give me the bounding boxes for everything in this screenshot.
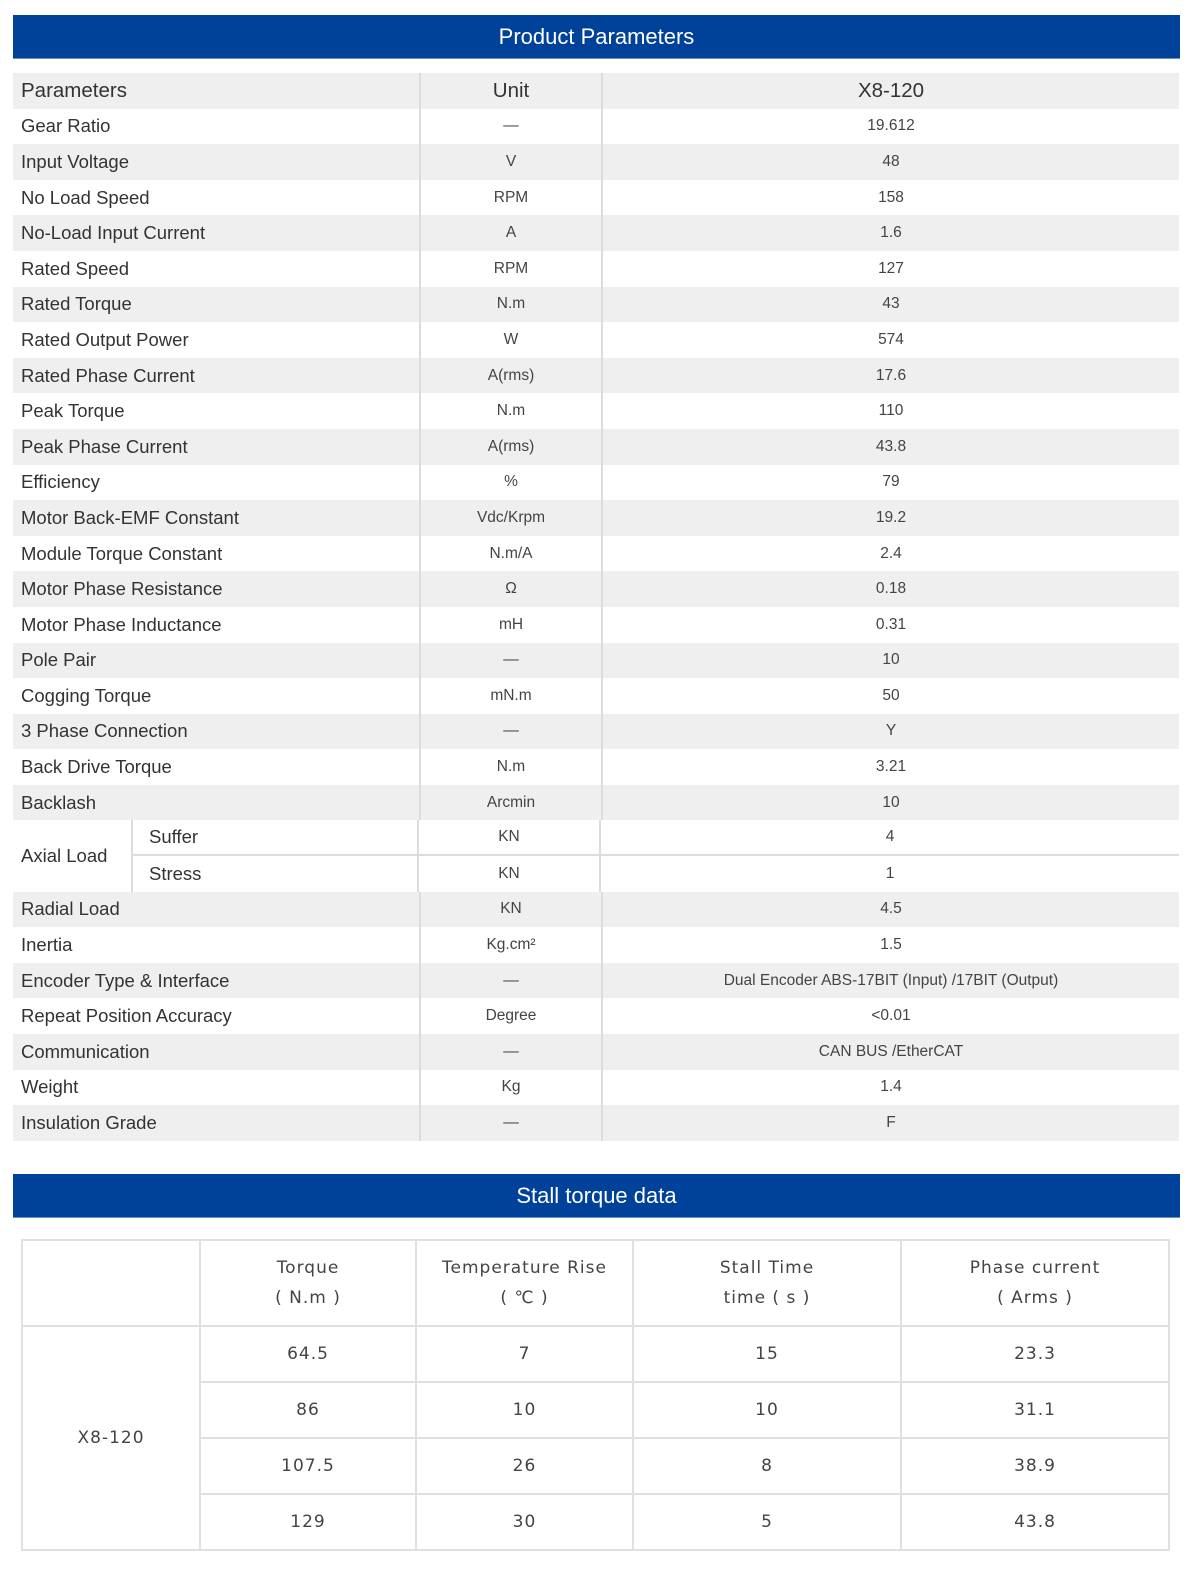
- table-row: [13, 714, 1179, 750]
- axial-stress-value: 1: [599, 856, 1179, 892]
- parameter-name: Insulation Grade: [21, 1112, 157, 1134]
- parameter-name: Back Drive Torque: [21, 756, 172, 778]
- axial-load-stress-row: [133, 856, 1179, 892]
- table-row: [13, 643, 1179, 679]
- parameter-value: 10: [601, 785, 1179, 821]
- parameter-value: 43.8: [601, 429, 1179, 465]
- axial-suffer-unit: KN: [417, 820, 599, 854]
- parameter-unit: N.m/A: [419, 536, 601, 572]
- stall-torque-value: 64.5: [200, 1326, 416, 1382]
- parameter-value: Y: [601, 714, 1179, 750]
- parameter-unit: N.m: [419, 287, 601, 323]
- parameter-unit: Arcmin: [419, 785, 601, 821]
- parameter-value: 19.2: [601, 500, 1179, 536]
- parameter-unit: mH: [419, 607, 601, 643]
- stall-temp-rise-value: 26: [416, 1438, 633, 1494]
- stall-phase-current-value: 43.8: [901, 1494, 1169, 1550]
- stall-model-cell: X8-120: [22, 1326, 200, 1550]
- parameter-unit: W: [419, 322, 601, 358]
- parameter-unit: N.m: [419, 749, 601, 785]
- parameter-name: Pole Pair: [21, 649, 97, 671]
- parameter-unit: —: [419, 1034, 601, 1070]
- stall-torque-value: 86: [200, 1382, 416, 1438]
- product-parameters-table: [13, 73, 1179, 1141]
- parameter-value: CAN BUS /EtherCAT: [601, 1034, 1179, 1070]
- parameter-value: 17.6: [601, 358, 1179, 394]
- header-unit: Unit: [419, 73, 601, 109]
- parameter-unit: mN.m: [419, 678, 601, 714]
- parameter-unit: Kg.cm²: [419, 927, 601, 963]
- table-row: [13, 571, 1179, 607]
- stall-torque-title: Stall torque data: [516, 1182, 677, 1208]
- parameter-name: Rated Phase Current: [21, 364, 195, 386]
- parameter-value: 43: [601, 287, 1179, 323]
- axial-load-label: Axial Load: [13, 820, 133, 891]
- parameter-name: Motor Phase Inductance: [21, 613, 222, 635]
- stall-header-torque: Torque ( N.m ): [200, 1240, 416, 1326]
- parameter-name: Weight: [21, 1076, 79, 1098]
- parameter-name: Rated Output Power: [21, 328, 189, 350]
- parameter-value: 158: [601, 180, 1179, 216]
- parameter-name: Inertia: [21, 934, 73, 956]
- parameter-value: 0.18: [601, 571, 1179, 607]
- parameter-name: Peak Phase Current: [21, 435, 188, 457]
- parameter-name: Gear Ratio: [21, 115, 111, 137]
- stall-table-row: [22, 1326, 1169, 1382]
- parameter-unit: %: [419, 465, 601, 501]
- parameter-name: 3 Phase Connection: [21, 720, 188, 742]
- table-row: [13, 322, 1179, 358]
- parameter-name: Rated Speed: [21, 257, 130, 279]
- table-row: [13, 963, 1179, 999]
- rows-before-axial: [13, 109, 1179, 821]
- parameter-unit: RPM: [419, 180, 601, 216]
- parameter-name: Motor Phase Resistance: [21, 578, 223, 600]
- header-parameters: Parameters: [21, 78, 127, 102]
- stall-torque-table: [21, 1239, 1170, 1551]
- table-row: [13, 1070, 1179, 1106]
- parameter-value: 2.4: [601, 536, 1179, 572]
- table-row: [13, 785, 1179, 821]
- stall-phase-current-value: 38.9: [901, 1438, 1169, 1494]
- table-header-row: [13, 73, 1179, 109]
- parameter-value: 79: [601, 465, 1179, 501]
- parameter-value: 110: [601, 393, 1179, 429]
- product-parameters-title: Product Parameters: [498, 23, 695, 49]
- table-row: [13, 500, 1179, 536]
- table-row: [13, 1105, 1179, 1141]
- stall-header-stall-time: Stall Time time ( s ): [633, 1240, 901, 1326]
- stall-temp-rise-value: 7: [416, 1326, 633, 1382]
- axial-suffer-name: Suffer: [149, 826, 199, 848]
- parameter-unit: Ω: [419, 571, 601, 607]
- parameter-value: 127: [601, 251, 1179, 287]
- parameter-name: No Load Speed: [21, 186, 150, 208]
- axial-suffer-value: 4: [599, 820, 1179, 854]
- axial-load-row: [13, 820, 1179, 891]
- stall-header-blank: [22, 1240, 200, 1326]
- parameter-unit: —: [419, 109, 601, 145]
- axial-load-suffer-row: [133, 820, 1179, 856]
- stall-time-value: 5: [633, 1494, 901, 1550]
- table-row: [13, 393, 1179, 429]
- parameter-name: Motor Back-EMF Constant: [21, 506, 239, 528]
- parameter-name: Backlash: [21, 791, 97, 813]
- parameter-name: Radial Load: [21, 898, 120, 920]
- parameter-unit: A: [419, 215, 601, 251]
- stall-phase-current-value: 23.3: [901, 1326, 1169, 1382]
- product-parameters-banner: [13, 15, 1180, 59]
- rows-after-axial: [13, 892, 1179, 1141]
- parameter-name: Communication: [21, 1040, 150, 1062]
- table-row: [13, 358, 1179, 394]
- parameter-value: 4.5: [601, 892, 1179, 928]
- table-row: [13, 287, 1179, 323]
- parameter-name: No-Load Input Current: [21, 222, 206, 244]
- parameter-name: Repeat Position Accuracy: [21, 1005, 232, 1027]
- parameter-name: Cogging Torque: [21, 684, 152, 706]
- parameter-name: Efficiency: [21, 471, 100, 493]
- table-row: [13, 678, 1179, 714]
- parameter-unit: —: [419, 963, 601, 999]
- parameter-value: F: [601, 1105, 1179, 1141]
- axial-stress-name: Stress: [149, 862, 202, 884]
- parameter-value: 50: [601, 678, 1179, 714]
- stall-header-phase-current: Phase current ( Arms ): [901, 1240, 1169, 1326]
- parameter-value: 1.4: [601, 1070, 1179, 1106]
- parameter-value: 19.612: [601, 109, 1179, 145]
- parameter-name: Peak Torque: [21, 400, 125, 422]
- parameter-value: 48: [601, 144, 1179, 180]
- parameter-name: Rated Torque: [21, 293, 132, 315]
- stall-torque-value: 107.5: [200, 1438, 416, 1494]
- parameter-unit: —: [419, 714, 601, 750]
- parameter-unit: Degree: [419, 998, 601, 1034]
- header-model: X8-120: [601, 73, 1179, 109]
- table-row: [13, 429, 1179, 465]
- parameter-value: 574: [601, 322, 1179, 358]
- parameter-value: 10: [601, 643, 1179, 679]
- parameter-value: 1.6: [601, 215, 1179, 251]
- parameter-unit: —: [419, 1105, 601, 1141]
- table-row: [13, 927, 1179, 963]
- parameter-unit: V: [419, 144, 601, 180]
- table-row: [13, 180, 1179, 216]
- parameter-unit: A(rms): [419, 358, 601, 394]
- table-row: [13, 251, 1179, 287]
- parameter-unit: RPM: [419, 251, 601, 287]
- table-row: [13, 465, 1179, 501]
- stall-torque-banner: [13, 1174, 1180, 1218]
- stall-header-row: [22, 1240, 1169, 1326]
- parameter-name: Input Voltage: [21, 150, 130, 172]
- parameter-unit: KN: [419, 892, 601, 928]
- stall-time-value: 8: [633, 1438, 901, 1494]
- parameter-unit: Kg: [419, 1070, 601, 1106]
- parameter-unit: Vdc/Krpm: [419, 500, 601, 536]
- stall-time-value: 10: [633, 1382, 901, 1438]
- table-row: [13, 749, 1179, 785]
- parameter-value: <0.01: [601, 998, 1179, 1034]
- table-row: [13, 998, 1179, 1034]
- parameter-value: 3.21: [601, 749, 1179, 785]
- table-row: [13, 607, 1179, 643]
- table-row: [13, 536, 1179, 572]
- stall-phase-current-value: 31.1: [901, 1382, 1169, 1438]
- table-row: [13, 109, 1179, 145]
- parameter-value: Dual Encoder ABS-17BIT (Input) /17BIT (Output): [601, 963, 1179, 999]
- parameter-unit: —: [419, 643, 601, 679]
- stall-header-temperature-rise: Temperature Rise ( ℃ ): [416, 1240, 633, 1326]
- table-row: [13, 215, 1179, 251]
- parameter-value: 1.5: [601, 927, 1179, 963]
- parameter-name: Module Torque Constant: [21, 542, 223, 564]
- parameter-unit: N.m: [419, 393, 601, 429]
- parameter-unit: A(rms): [419, 429, 601, 465]
- stall-time-value: 15: [633, 1326, 901, 1382]
- axial-stress-unit: KN: [417, 856, 599, 892]
- stall-temp-rise-value: 30: [416, 1494, 633, 1550]
- parameter-value: 0.31: [601, 607, 1179, 643]
- table-row: [13, 1034, 1179, 1070]
- stall-temp-rise-value: 10: [416, 1382, 633, 1438]
- table-row: [13, 144, 1179, 180]
- parameter-name: Encoder Type & Interface: [21, 969, 230, 991]
- stall-torque-value: 129: [200, 1494, 416, 1550]
- table-row: [13, 892, 1179, 928]
